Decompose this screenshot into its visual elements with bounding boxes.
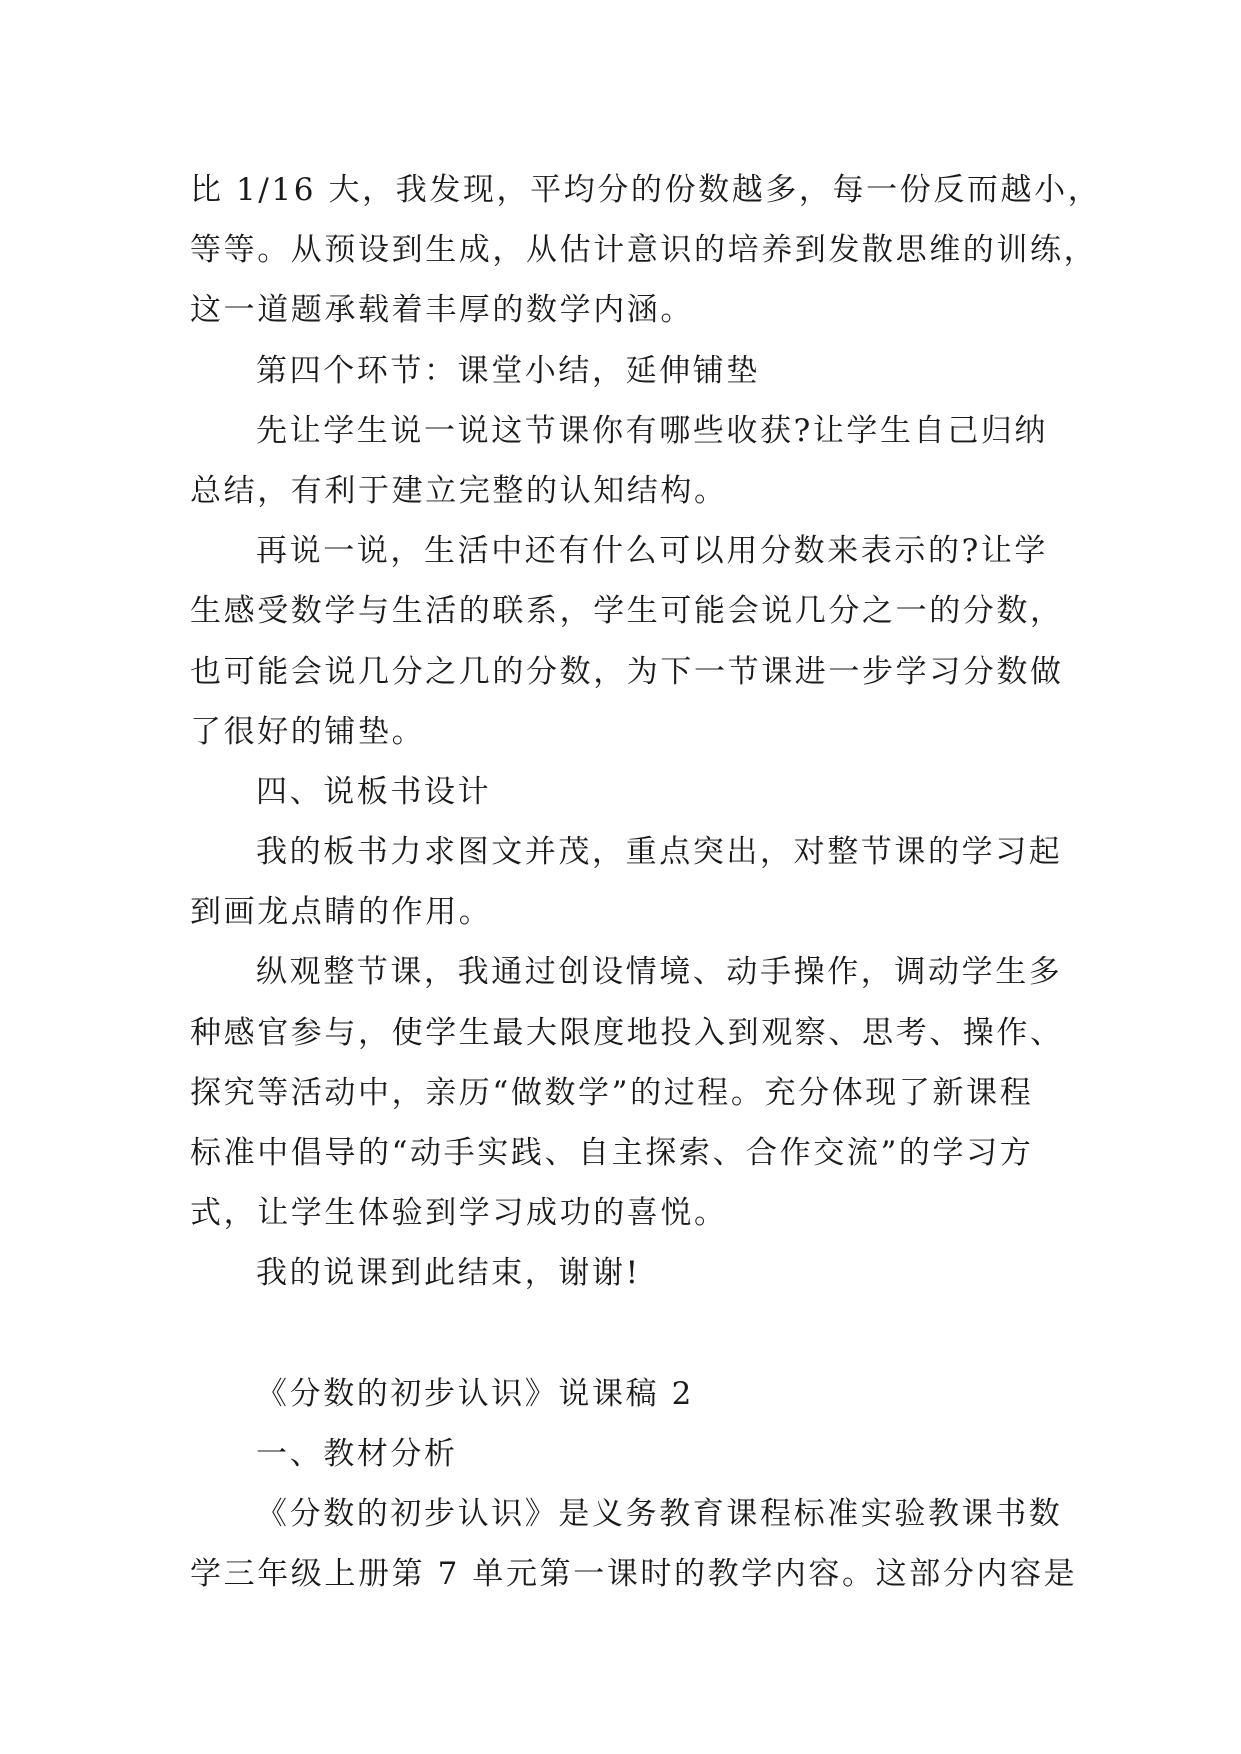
paragraph-line: 探究等活动中，亲历“做数学”的过程。充分体现了新课程 [190, 1074, 1034, 1111]
paragraph-line: 再说一说，生活中还有什么可以用分数来表示的?让学 [256, 533, 1049, 570]
section-heading: 第四个环节：课堂小结，延伸铺垫 [256, 352, 760, 389]
paragraph-line: 这一道题承载着丰厚的数学内涵。 [190, 292, 694, 329]
blank-line [190, 1304, 1060, 1364]
paragraph-line: 等等。从预设到生成，从估计意识的培养到发散思维的训练， [190, 232, 1098, 269]
paragraph-line: 学三年级上册第 7 单元第一课时的教学内容。这部分内容是 [190, 1556, 1078, 1593]
document-body [190, 160, 1102, 1605]
paragraph-line: 生感受数学与生活的联系，学生可能会说几分之一的分数， [190, 593, 1064, 630]
paragraph-line: 总结，有利于建立完整的认知结构。 [190, 472, 728, 509]
paragraph-line: 《分数的初步认识》是义务教育课程标准实验教课书数 [256, 1496, 1063, 1533]
paragraph-line: 我的板书力求图文并茂，重点突出，对整节课的学习起 [256, 834, 1063, 871]
paragraph-line: 也可能会说几分之几的分数，为下一节课进一步学习分数做 [190, 653, 1064, 690]
paragraph-line: 纵观整节课，我通过创设情境、动手操作，调动学生多 [256, 954, 1063, 991]
paragraph-line: 比 1/16 大，我发现，平均分的份数越多，每一份反而越小， [190, 172, 1102, 208]
section-heading: 一、教材分析 [256, 1435, 458, 1472]
section-heading: 四、说板书设计 [256, 773, 492, 810]
paragraph-line: 式，让学生体验到学习成功的喜悦。 [190, 1195, 728, 1232]
document-title: 《分数的初步认识》说课稿 2 [256, 1375, 694, 1412]
paragraph-line: 先让学生说一说这节课你有哪些收获?让学生自己归纳 [256, 412, 1049, 449]
paragraph-line: 标准中倡导的“动手实践、自主探索、合作交流”的学习方 [190, 1135, 1034, 1171]
paragraph-line: 我的说课到此结束，谢谢! [256, 1255, 641, 1292]
paragraph-line: 到画龙点睛的作用。 [190, 894, 493, 931]
paragraph-line: 种感官参与，使学生最大限度地投入到观察、思考、操作、 [190, 1014, 1064, 1051]
paragraph-line: 了很好的铺垫。 [190, 713, 426, 750]
